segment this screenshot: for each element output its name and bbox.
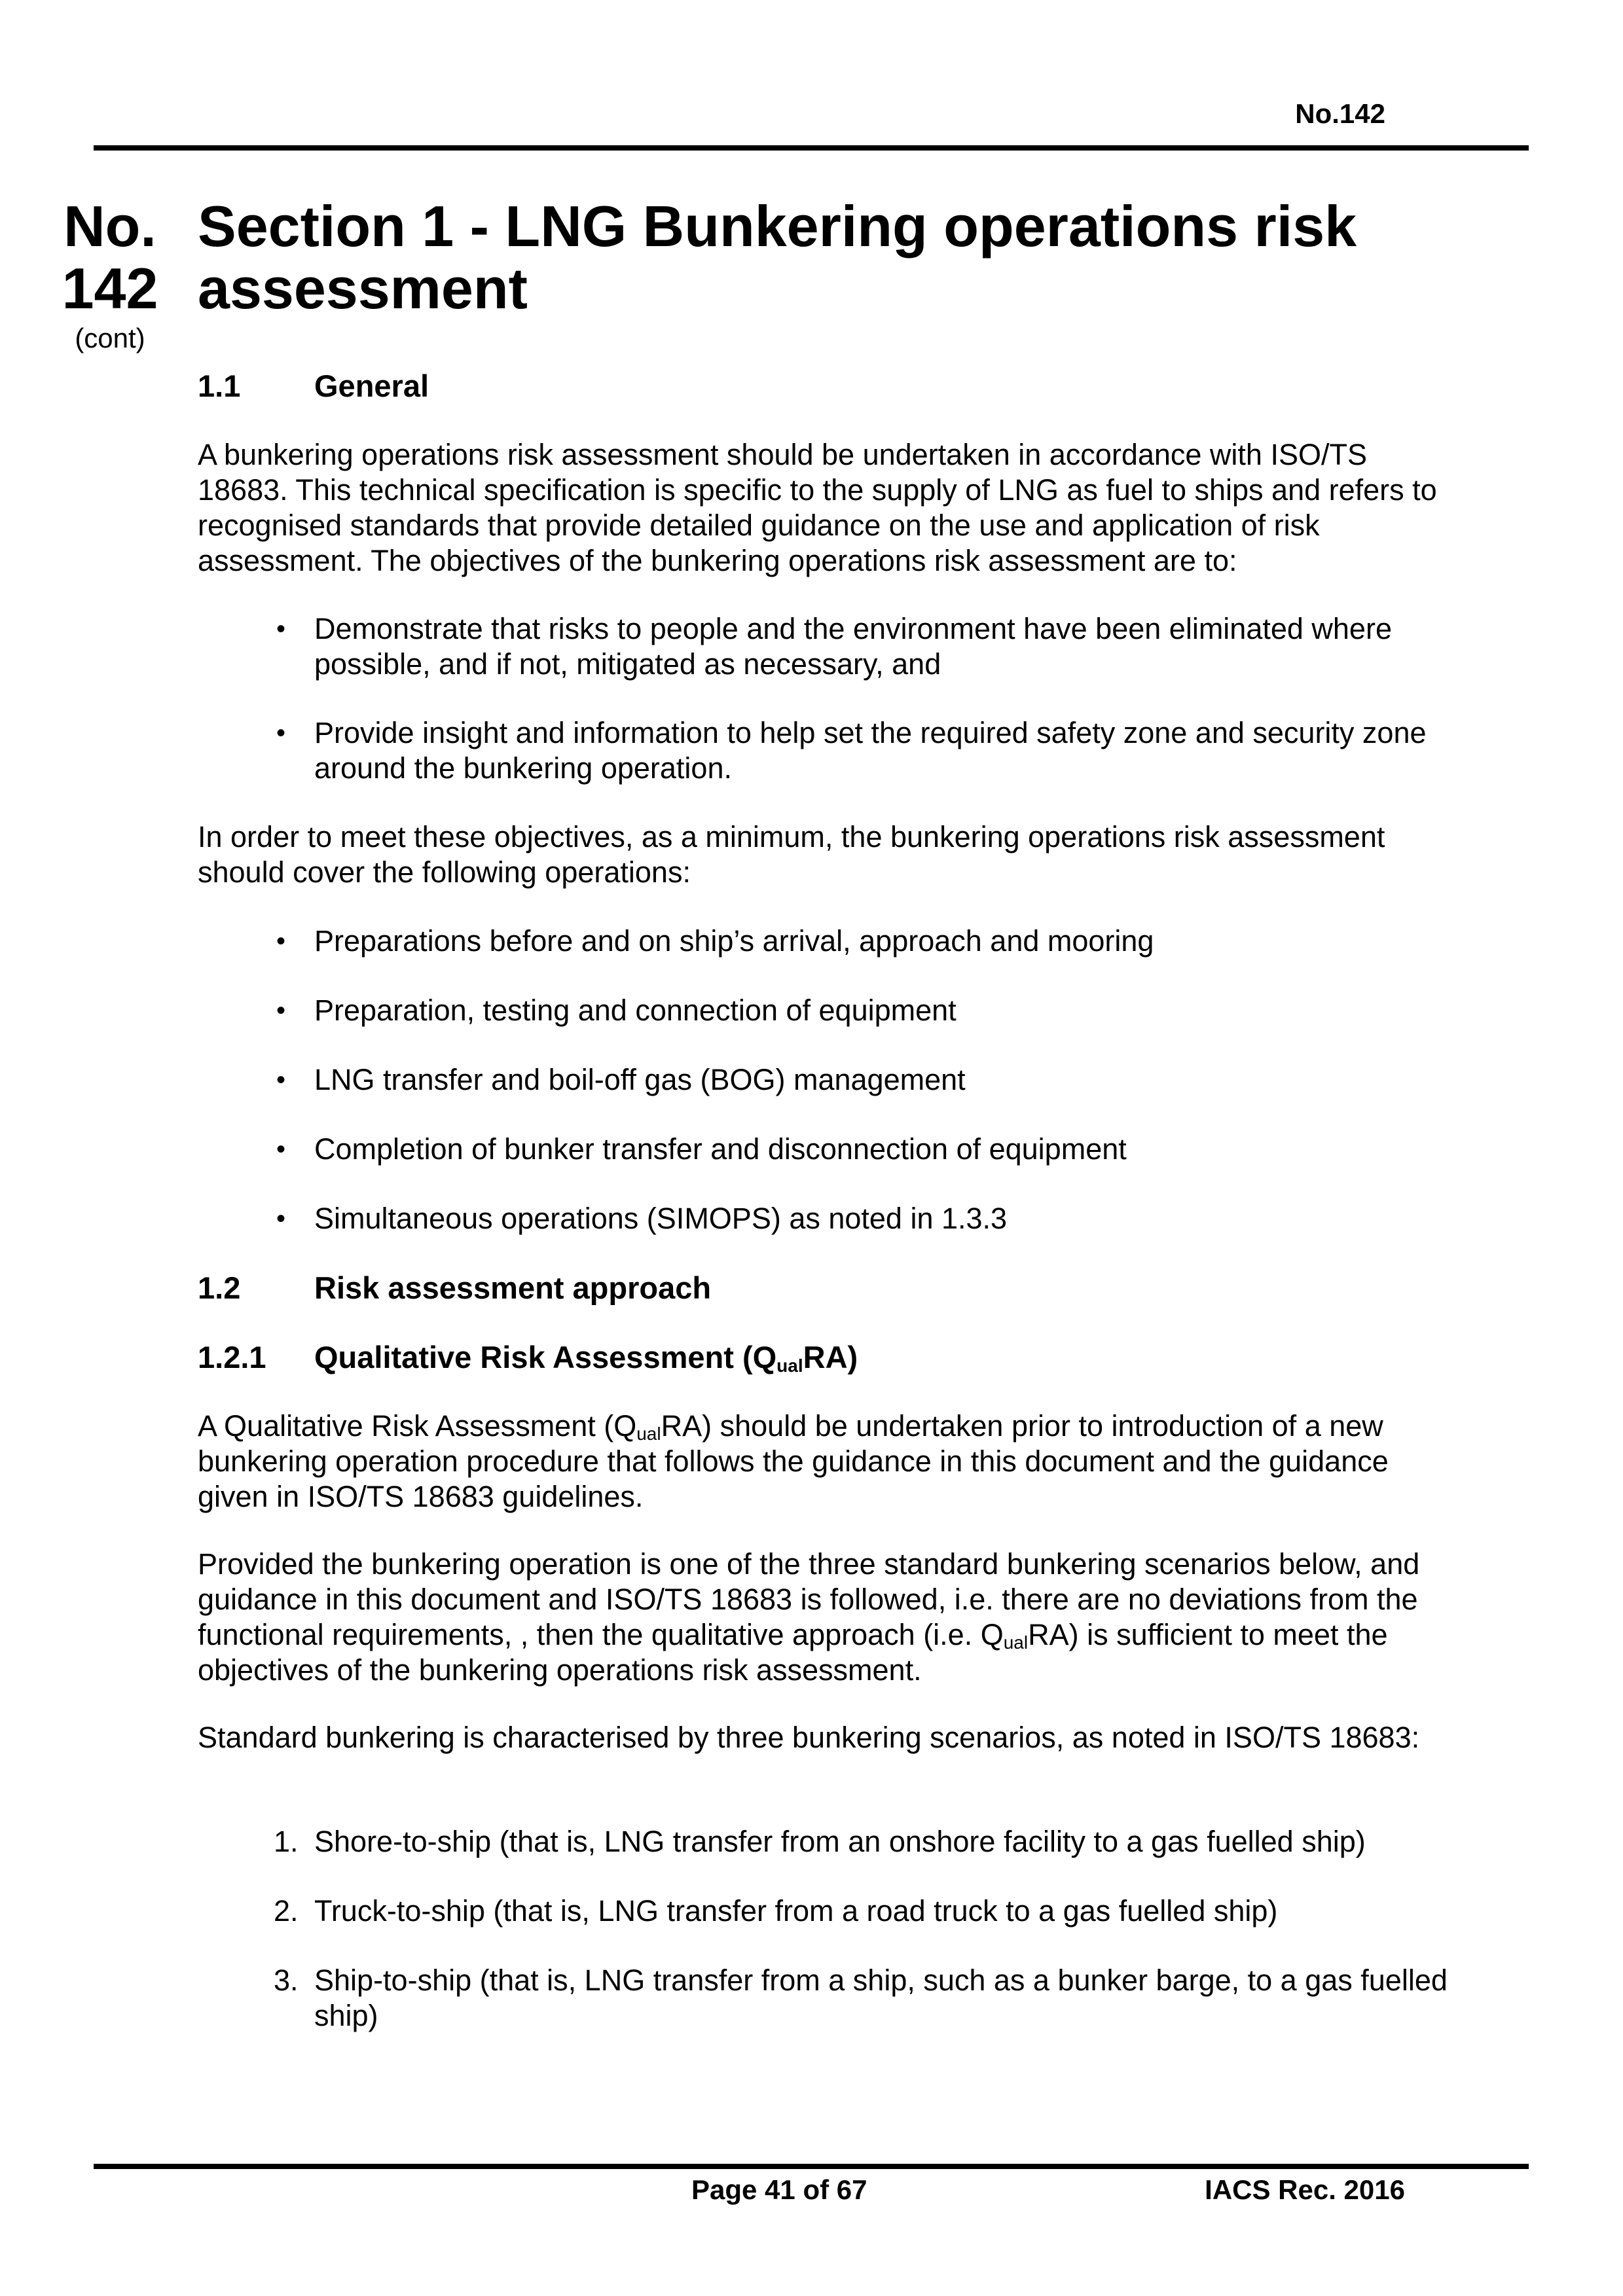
header-rule xyxy=(94,145,1529,151)
bullet-icon: • xyxy=(276,1066,286,1094)
operation-item-text: LNG transfer and boil-off gas (BOG) management xyxy=(314,1063,966,1096)
bullet-icon: • xyxy=(276,996,286,1025)
operation-item-text: Simultaneous operations (SIMOPS) as noted in 1.3.3 xyxy=(314,1202,1008,1235)
qualra-paragraph-1-pre: A Qualitative Risk Assessment (Q xyxy=(198,1409,637,1443)
bullet-icon: • xyxy=(276,615,286,643)
scenario-text: Shore-to-ship (that is, LNG transfer from an onshore facility to a gas fuelled ship) xyxy=(314,1825,1366,1858)
qualra-paragraph-2-post: RA) is sufficient to meet the objectives of the bunkering operations risk assessment. xyxy=(198,1618,1388,1687)
general-paragraph-2: In order to meet these objectives, as a minimum, the bunkering operations risk assessment should cover the following operations: xyxy=(198,820,1385,889)
scenario-text: Ship-to-ship (that is, LNG transfer from a ship, such as a bunker barge, to a gas fuelled ship) xyxy=(314,1964,1448,2032)
scenario-number: 2. xyxy=(274,1894,299,1928)
qualra-paragraph-1-sub: ual xyxy=(636,1424,661,1444)
qualra-paragraph-2-sub: ual xyxy=(1003,1632,1029,1653)
page-title-line1: Section 1 - LNG Bunkering operations risk xyxy=(198,194,1357,259)
general-paragraph-1: A bunkering operations risk assessment should be undertaken in accordance with ISO/TS 18683. This technical specification is specific to the supply of LNG as fuel to ships and refers to recognised standards that provide detailed guidance on the use and application of risk assessment. The objectives of the bunkering operations risk assessment are to: xyxy=(198,438,1437,577)
heading-1-2-1-subscript: ual xyxy=(776,1355,803,1376)
header-doc-number: No.142 xyxy=(1295,98,1385,129)
operation-item-4 xyxy=(276,1132,1467,1167)
operation-item-5 xyxy=(276,1201,1467,1236)
footer-rule xyxy=(94,2164,1529,2169)
heading-1-1-text: General xyxy=(314,368,429,403)
bullet-icon: • xyxy=(276,1204,286,1233)
margin-cont: (cont) xyxy=(75,323,145,353)
operation-item-1 xyxy=(276,924,1467,959)
operation-item-text: Preparation, testing and connection of equipment xyxy=(314,994,957,1027)
objective-item-text: Demonstrate that risks to people and the environment have been eliminated where possible, and if not, mitigated as necessary, and xyxy=(314,612,1392,681)
scenario-item-1 xyxy=(274,1824,1467,1859)
page-title-line2: assessment xyxy=(198,256,528,321)
scenario-number: 3. xyxy=(274,1964,299,1997)
heading-1-2-1-text xyxy=(314,1339,858,1375)
objective-item-2 xyxy=(276,715,1467,786)
heading-1-2-1-text-pre: Qualitative Risk Assessment (Q xyxy=(314,1340,777,1374)
margin-number: 142 xyxy=(62,256,158,321)
heading-1-1-number: 1.1 xyxy=(198,368,241,403)
scenario-item-2 xyxy=(274,1893,1467,1929)
footer-page-number: Page 41 of 67 xyxy=(691,2174,867,2205)
qualra-paragraph-2-pre: Provided the bunkering operation is one of the three standard bunkering scenarios below, and guidance in this document and ISO/TS 18683 is followed, i.e. there are no deviations from the functional requirements, , then the qualitative approach (i.e. Q xyxy=(198,1547,1420,1651)
margin-doc-number xyxy=(58,195,162,319)
bullet-icon: • xyxy=(276,1135,286,1164)
heading-1-2-text: Risk assessment approach xyxy=(314,1270,712,1305)
scenario-text: Truck-to-ship (that is, LNG transfer from a road truck to a gas fuelled ship) xyxy=(314,1894,1278,1928)
operation-item-text: Preparations before and on ship’s arrival, approach and mooring xyxy=(314,924,1154,958)
qualra-paragraph-3: Standard bunkering is characterised by three bunkering scenarios, as noted in ISO/TS 18683: xyxy=(198,1721,1420,1754)
qualra-paragraph-1 xyxy=(198,1408,1461,1515)
bullet-icon: • xyxy=(276,719,286,747)
footer-rec: IACS Rec. 2016 xyxy=(1205,2174,1405,2205)
scenario-number: 1. xyxy=(274,1825,299,1858)
heading-1-2-1-text-post: RA) xyxy=(803,1340,858,1374)
heading-1-2-1-number: 1.2.1 xyxy=(198,1340,266,1374)
scenario-item-3 xyxy=(274,1963,1467,2034)
qualra-paragraph-2 xyxy=(198,1547,1461,1688)
bullet-icon: • xyxy=(276,927,286,956)
margin-no-label: No. xyxy=(64,194,156,259)
objective-item-1 xyxy=(276,611,1467,682)
page-title xyxy=(198,195,1442,319)
heading-1-2-number: 1.2 xyxy=(198,1270,241,1305)
operation-item-2 xyxy=(276,993,1467,1028)
operation-item-text: Completion of bunker transfer and disconnection of equipment xyxy=(314,1132,1127,1166)
qualra-paragraph-1-post: RA) should be undertaken prior to introduction of a new bunkering operation procedure that follows the guidance in this document and the guidance given in ISO/TS 18683 guidelines. xyxy=(198,1409,1389,1513)
operation-item-3 xyxy=(276,1062,1467,1098)
objective-item-text: Provide insight and information to help set the required safety zone and security zone around the bunkering operation. xyxy=(314,716,1427,785)
